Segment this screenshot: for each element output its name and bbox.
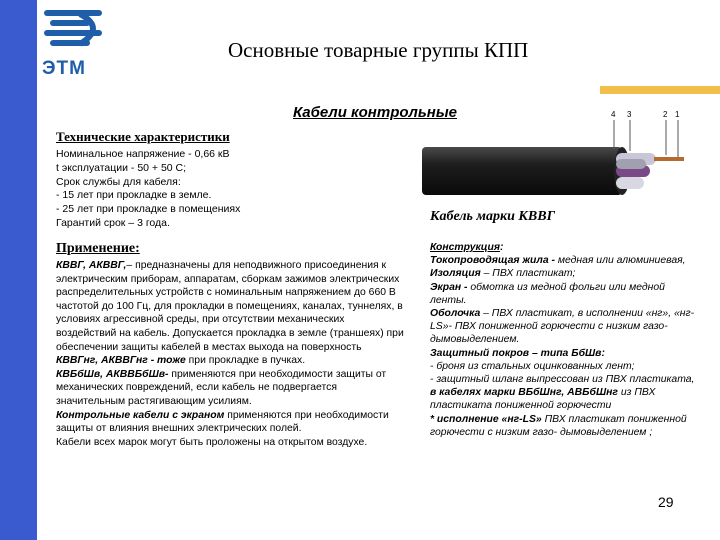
construction-item [430, 307, 700, 347]
cable-cross-section-image [420, 107, 700, 207]
left-accent-bar [0, 0, 37, 540]
tech-specs-heading: Технические характеристики [56, 129, 230, 144]
application-paragraph [56, 409, 406, 436]
tech-spec-line: - 15 лет при прокладке в земле. [56, 189, 212, 202]
slide-title: Основные товарные группы КПП [228, 38, 529, 62]
paragraph-text: Кабели всех марок могут быть проложены на открытом воздухе. [56, 436, 368, 448]
tech-spec-line: Номинальное напряжение - 0,66 кВ [56, 148, 230, 160]
callout-label: 4 [611, 110, 616, 119]
item-text: – ПВХ пластикат, в исполнении «нг», «нг-LS»- ПВХ пониженной горючести с низким газо- дымовыделением. [430, 308, 695, 346]
page-number: 29 [658, 494, 674, 510]
tech-spec-line: - 25 лет при прокладке в помещениях [56, 203, 241, 216]
application-text [56, 259, 406, 449]
construction-heading-line: Конструкция: [430, 242, 504, 253]
construction-item [430, 360, 700, 373]
construction-item [430, 386, 700, 412]
cable-grade: КВВГнг, АКВВГнг - тоже [56, 355, 186, 367]
item-text: - защитный шланг выпрессован из ПВХ пластиката, [430, 374, 695, 386]
construction-item [430, 413, 700, 439]
cable-label: Кабель марки КВВГ [430, 209, 556, 224]
construction-text [430, 241, 700, 439]
item-label: Оболочка [430, 308, 481, 320]
application-paragraph [56, 354, 406, 368]
application-paragraph [56, 259, 406, 354]
tech-spec-line: Гарантий срок – 3 года. [56, 216, 170, 229]
item-text: обмотка из медной фольги или медной ленты. [430, 281, 665, 306]
item-label: Токопроводящая жила - [430, 255, 555, 267]
item-label: * исполнение «нг-LS» [430, 413, 542, 425]
tech-specs-list [56, 148, 306, 231]
construction-item [430, 347, 700, 360]
cable-grade: Контрольные кабели с экраном [56, 409, 225, 421]
core-3 [616, 177, 644, 189]
application-paragraph [56, 368, 406, 409]
construction-item [430, 373, 700, 386]
item-text: – ПВХ пластикат; [480, 268, 576, 280]
item-text: ПВХ пластикат пониженной горючести с низким газо- дымовыделением ; [430, 413, 687, 438]
cable-sheath [422, 147, 622, 195]
paragraph-text: – предназначены для неподвижного присоединения к электрическим приборам, аппаратам, сборкам зажимов электрических распределительных устройств с номинальным напряжением до 660 В частотой до 100 Гц, для прокладки в помещениях, каналах, туннелях, в условиях агрессивной среды, при отсутствии механических воздействий на кабель. Допускается прокладка в земле (траншеях) при обеспечении защиты кабелей в местах выхода на поверхность [56, 260, 404, 353]
item-text: - броня из стальных оцинкованных лент; [430, 360, 635, 372]
brand-name: ЭТМ [42, 58, 86, 79]
paragraph-text: применяются при необходимости защиты от влияния внешних электрических полей. [56, 409, 389, 435]
core-4 [616, 159, 646, 169]
construction-item [430, 254, 700, 267]
item-label: Защитный покров – типа БбШв: [430, 347, 605, 359]
item-label: в кабелях марки ВБбШнг, АВБбШнг [430, 387, 618, 399]
item-text: из ПВХ пластиката пониженной горючести [430, 387, 656, 412]
construction-item [430, 281, 700, 307]
callout-label: 2 [663, 110, 668, 119]
tech-spec-line: t эксплуатации - 50 + 50 С; [56, 161, 187, 174]
construction-heading: Конструкция [430, 242, 500, 253]
callout-label: 1 [675, 110, 680, 119]
construction-item [430, 267, 700, 280]
header-accent-strip [600, 86, 720, 94]
paragraph-text: при прокладке в пучках. [185, 355, 306, 367]
item-text: медная или алюминиевая, [554, 255, 686, 267]
item-label: Изоляция [430, 268, 481, 280]
application-paragraph [56, 436, 406, 450]
callout-label: 3 [627, 110, 632, 119]
tech-spec-line: Срок службы для кабеля: [56, 175, 181, 188]
application-heading: Применение: [56, 241, 140, 256]
cable-grade: КВБбШв, АКВВБбШв- [56, 368, 169, 380]
paragraph-text: применяются при необходимости защиты от механических повреждений, если кабель не подвергается значительным растягивающим усилиям. [56, 368, 387, 407]
cable-grade: КВВГ, АКВВГ, [56, 260, 127, 271]
item-label: Экран - [430, 281, 468, 293]
copper-conductor [654, 157, 684, 161]
section-title: Кабели контрольные [293, 104, 457, 121]
